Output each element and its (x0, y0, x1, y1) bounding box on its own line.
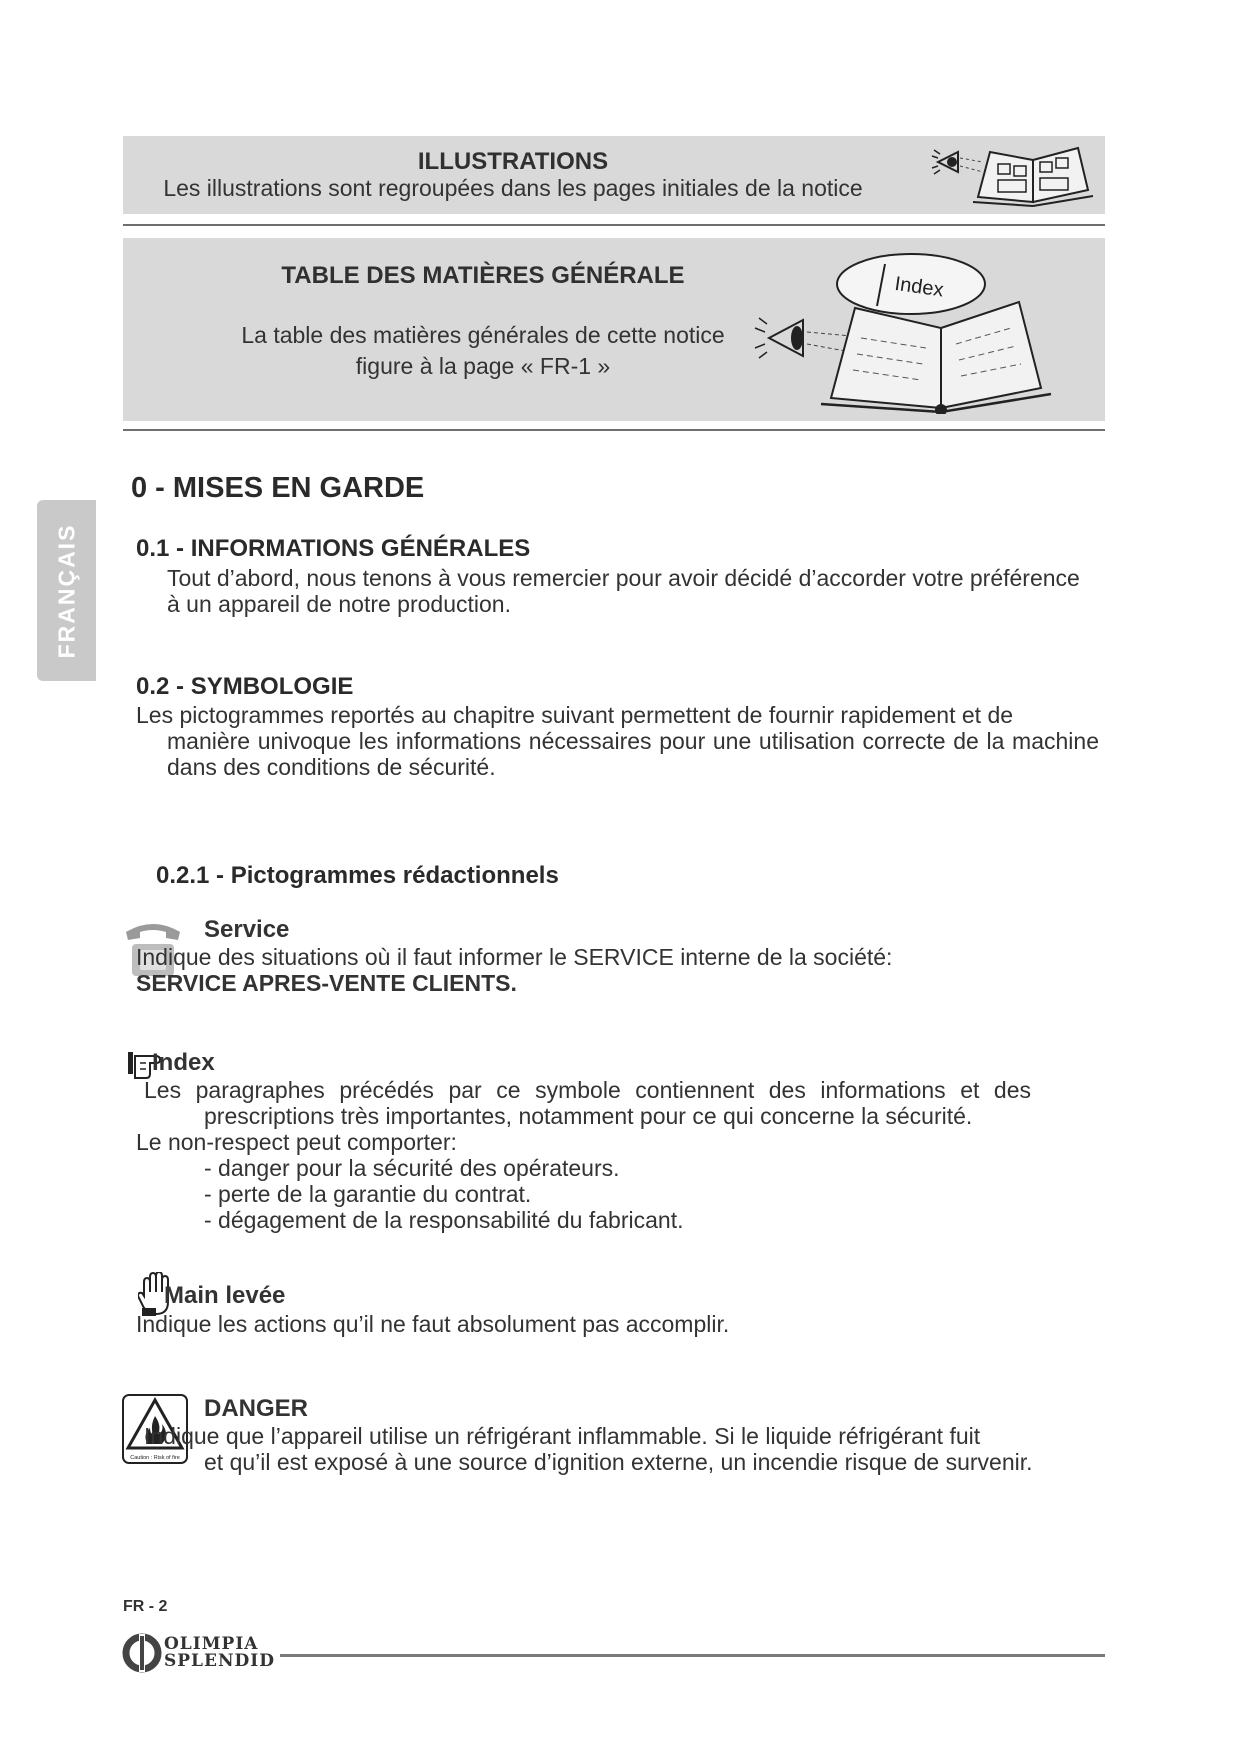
service-line2: SERVICE APRES-VENTE CLIENTS. (136, 970, 517, 996)
danger-title: DANGER (204, 1395, 309, 1422)
footer-divider (280, 1654, 1105, 1657)
danger-line1: Indique que l’appareil utilise un réfrigérant inflammable. Si le liquide réfrigérant fuit (144, 1423, 981, 1449)
toc-text-line2: figure à la page « FR-1 » (355, 353, 611, 379)
book-eye-icon (928, 142, 1098, 208)
s01-line1: Tout d’abord, nous tenons à vous remercier pour avoir décidé d’accorder votre préférence (167, 565, 1080, 591)
illustrations-title: ILLUSTRATIONS (417, 148, 609, 175)
service-line1: Indique des situations où il faut informer le SERVICE interne de la société: (136, 944, 893, 970)
brand-line2: SPLENDID (164, 1651, 275, 1671)
page-number: FR - 2 (123, 1598, 168, 1615)
illustrations-box (123, 136, 1105, 214)
divider (123, 429, 1105, 431)
index-book-icon (751, 248, 1096, 414)
brand-line1: OLIMPIA (164, 1634, 259, 1654)
toc-title: TABLE DES MATIÈRES GÉNÉRALE (281, 262, 685, 289)
toc-box (123, 238, 1105, 421)
s02-line1: Les pictogrammes reportés au chapitre suivant permettent de fournir rapidement et de (136, 702, 1014, 728)
toc-text-line1: La table des matières générales de cette notice (241, 322, 725, 348)
service-title: Service (204, 916, 290, 943)
section-title: 0 - MISES EN GARDE (131, 472, 425, 504)
s02-line3: dans des conditions de sécurité. (167, 754, 496, 780)
danger-line2: et qu’il est exposé à une source d’ignition externe, un incendie risque de survenir. (204, 1449, 1033, 1475)
s01-line2: à un appareil de notre production. (167, 591, 511, 617)
subsection-title-0-2: 0.2 - SYMBOLOGIE (136, 673, 354, 700)
index-bullet: - perte de la garantie du contrat. (204, 1181, 532, 1207)
hand-line1: Indique les actions qu’il ne faut absolument pas accomplir. (136, 1311, 730, 1337)
divider (123, 224, 1105, 226)
index-title: Index (152, 1049, 215, 1076)
index-bullet: - dégagement de la responsabilité du fabricant. (204, 1207, 684, 1233)
subsection-title-0-1: 0.1 - INFORMATIONS GÉNÉRALES (136, 535, 531, 562)
subsection-title-0-2-1: 0.2.1 - Pictogrammes rédactionnels (156, 862, 559, 889)
olimpia-logo-icon (121, 1632, 163, 1674)
hand-title: Main levée (164, 1282, 286, 1309)
language-tab (37, 500, 96, 681)
index-icon-label: Index (893, 272, 945, 302)
index-bullet: - danger pour la sécurité des opérateurs. (204, 1155, 620, 1181)
fire-icon-caption: Caution : Risk of fire (130, 1455, 180, 1461)
index-line1: Les paragraphes précédés par ce symbole contiennent des informations et des (144, 1077, 1031, 1103)
illustrations-text: Les illustrations sont regroupées dans les pages initiales de la notice (163, 175, 863, 201)
brand-name (164, 1636, 275, 1670)
s02-line2: manière univoque les informations nécessaires pour une utilisation correcte de la machine (167, 728, 1099, 754)
language-tab-label: FRANÇAIS (53, 523, 79, 658)
index-line3: Le non-respect peut comporter: (136, 1129, 457, 1155)
index-line2: prescriptions très importantes, notamment pour ce qui concerne la sécurité. (204, 1103, 973, 1129)
